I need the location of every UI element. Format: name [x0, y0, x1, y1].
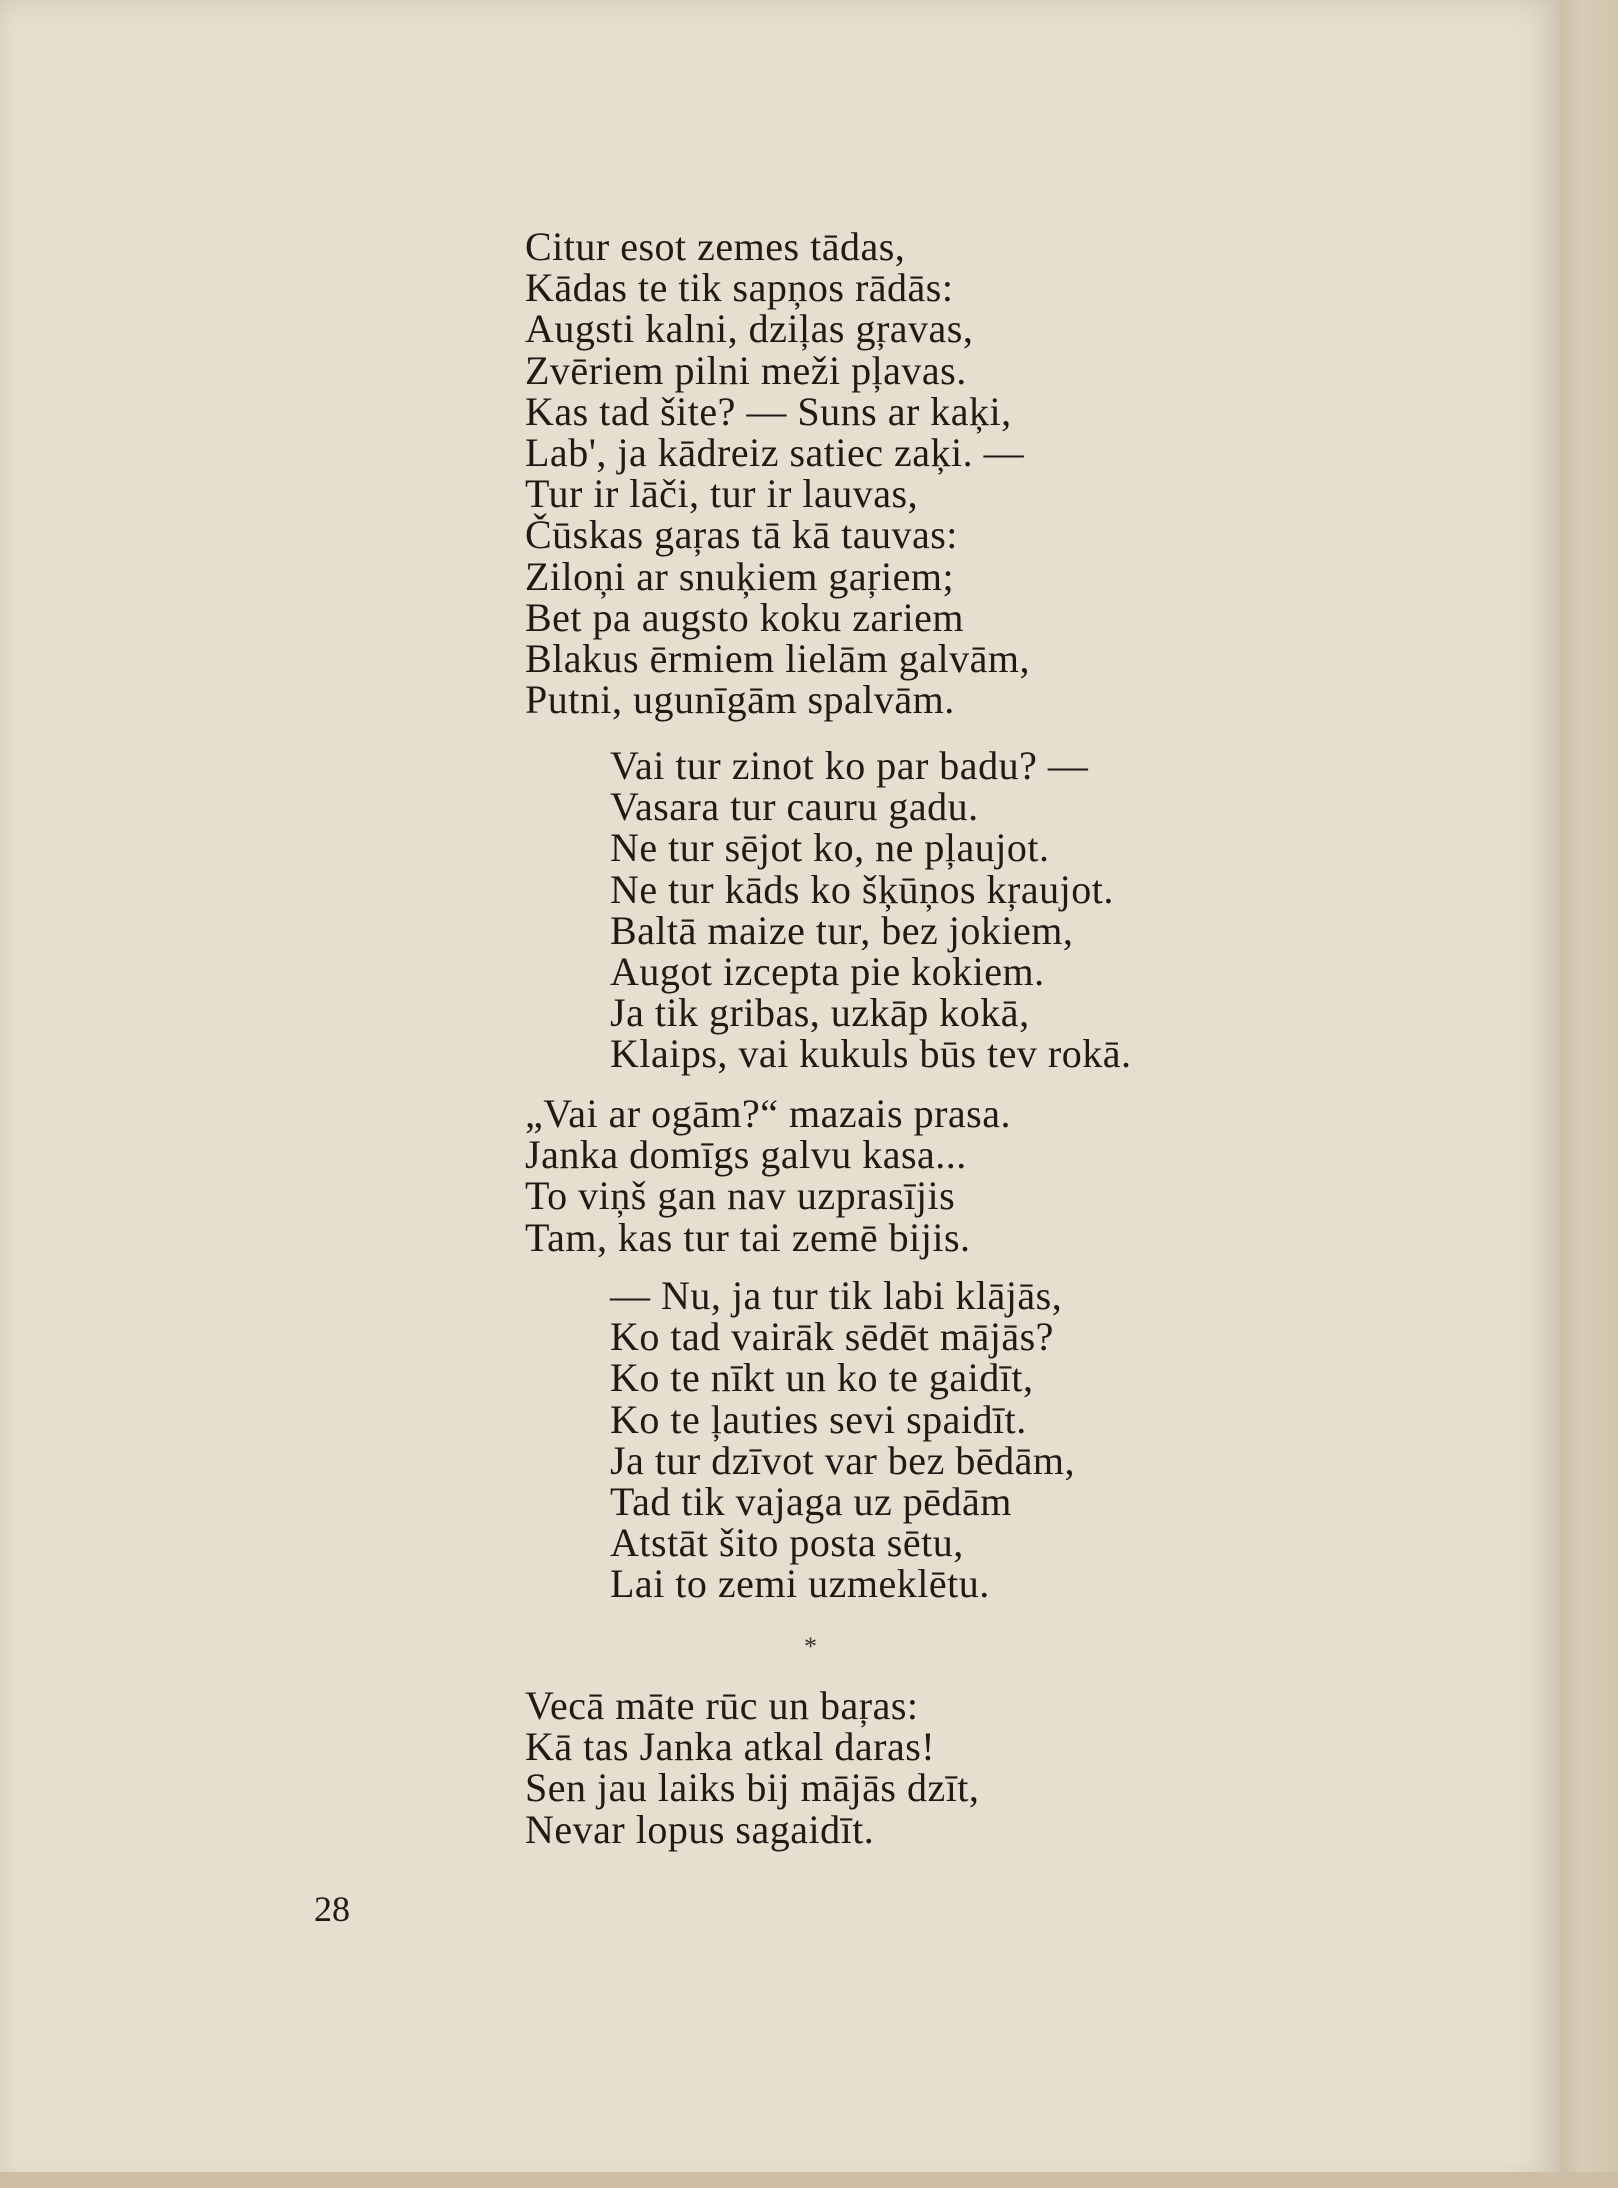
section-separator: *: [804, 1632, 817, 1661]
poem-line: Janka domīgs galvu kasa...: [525, 1132, 967, 1178]
poem-line: Lai to zemi uzmeklētu.: [610, 1561, 990, 1607]
stanza-3: [525, 1093, 1011, 1258]
page-number: 28: [314, 1889, 350, 1929]
poem-line: Ne tur sējot ko, ne pļaujot.: [610, 825, 1050, 871]
poem-line: Tur ir lāči, tur ir lauvas,: [525, 471, 919, 517]
poem-line: Augot izcepta pie kokiem.: [610, 949, 1045, 995]
poem-line: Zvēriem pilni meži pļavas.: [525, 347, 967, 393]
poem-line: Baltā maize tur, bez jokiem,: [610, 907, 1074, 953]
poem-line: Augsti kalni, dziļas gŗavas,: [525, 306, 974, 352]
page-edge-right: [1560, 0, 1618, 2188]
stanza-1: [525, 224, 1030, 723]
stanza-5: [525, 1685, 979, 1850]
poem-line: Kā tas Janka atkal daras!: [525, 1724, 936, 1770]
poem-line: Kādas te tik sapņos rādās:: [525, 265, 954, 311]
poem-line: Blakus ērmiem lielām galvām,: [525, 636, 1030, 682]
poem-line: Ko te ļauties sevi spaidīt.: [610, 1396, 1027, 1442]
poem-line: Atstāt šito posta sētu,: [610, 1520, 964, 1566]
poem-line: Ziloņi ar snuķiem gaŗiem;: [525, 553, 955, 599]
poem-line: Tam, kas tur tai zemē bijis.: [525, 1214, 971, 1260]
stanza-4: [610, 1275, 1075, 1605]
poem-line: Citur esot zemes tādas,: [525, 224, 906, 269]
poem-line: Ne tur kāds ko šķūņos kŗaujot.: [610, 866, 1114, 912]
poem-line: Ja tur dzīvot var bez bēdām,: [610, 1437, 1075, 1483]
poem-line: Vecā māte rūc un baŗas:: [525, 1683, 919, 1728]
poem-line: — Nu, ja tur tik labi klājās,: [610, 1273, 1063, 1318]
poem-line: Sen jau laiks bij mājās dzīt,: [525, 1765, 980, 1811]
poem-line: Ko tad vairāk sēdēt mājās?: [610, 1314, 1054, 1360]
poem-line: Klaips, vai kukuls būs tev rokā.: [610, 1031, 1132, 1077]
poem-line: Ko te nīkt un ko te gaidīt,: [610, 1355, 1034, 1401]
poem-line: Kas tad šite? — Suns ar kaķi,: [525, 388, 1012, 434]
poem-line: Nevar lopus sagaidīt.: [525, 1806, 875, 1852]
poem-line: Ja tik gribas, uzkāp kokā,: [610, 990, 1030, 1036]
poem-line: Tad tik vajaga uz pēdām: [610, 1479, 1012, 1525]
poem-line: Čūskas gaŗas tā kā tauvas:: [525, 512, 958, 558]
poem-line: Bet pa augsto koku zariem: [525, 594, 965, 640]
poem-line: To viņš gan nav uzprasījis: [525, 1173, 956, 1219]
poem-line: Putni, ugunīgām spalvām.: [525, 677, 955, 723]
poem-line: Vasara tur cauru gadu.: [610, 784, 979, 830]
poem-line: Vai tur zinot ko par badu? —: [610, 743, 1089, 788]
poem-line: „Vai ar ogām?“ mazais prasa.: [525, 1091, 1011, 1136]
stanza-2: [610, 745, 1132, 1075]
poem-line: Lab', ja kādreiz satiec zaķi. —: [525, 430, 1025, 476]
